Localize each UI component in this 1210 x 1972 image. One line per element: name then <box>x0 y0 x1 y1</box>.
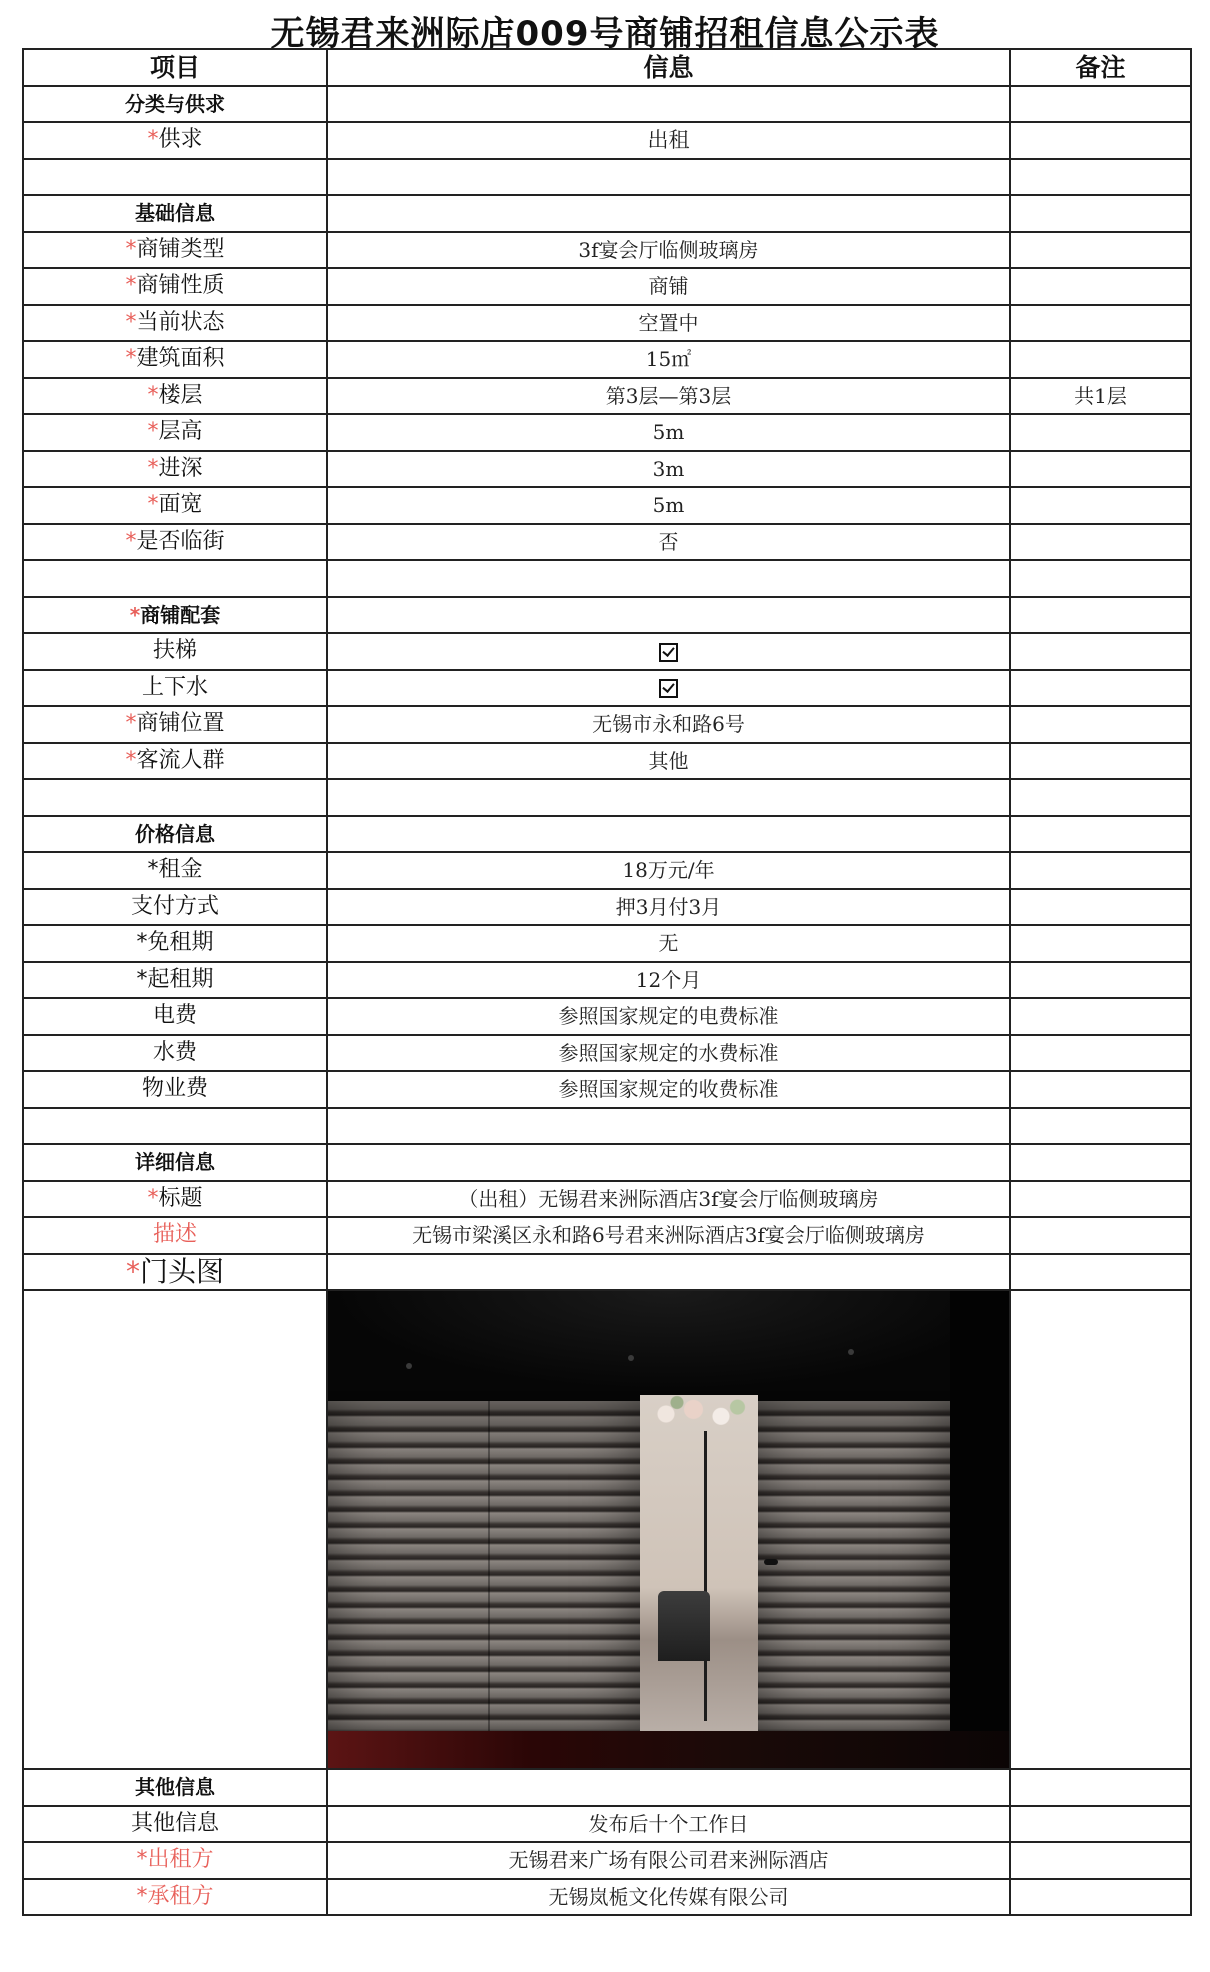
table-row <box>23 341 1191 378</box>
row-label-cell <box>23 378 327 415</box>
row-info-cell <box>327 1879 1010 1916</box>
row-note-cell <box>1010 232 1191 269</box>
row-info: 15㎡ <box>645 347 692 372</box>
required-star: * <box>147 382 159 408</box>
table-row <box>23 633 1191 670</box>
row-info-cell <box>327 1217 1010 1254</box>
row-note-cell <box>1010 670 1191 707</box>
table-row <box>23 1290 1191 1769</box>
required-star: * <box>147 857 159 883</box>
header-info: 信息 <box>327 49 1010 86</box>
row-label: 上下水 <box>141 674 208 700</box>
row-label-cell <box>23 962 327 999</box>
row-info-cell <box>327 670 1010 707</box>
row-info: 商铺 <box>648 274 689 299</box>
row-label: 是否临街 <box>136 528 225 554</box>
row-label: 水费 <box>152 1039 197 1065</box>
table-row <box>23 816 1191 853</box>
row-label: 当前状态 <box>136 309 225 335</box>
row-label-cell <box>23 1806 327 1843</box>
row-label-cell <box>23 1290 327 1769</box>
required-star: * <box>147 127 159 153</box>
row-note-cell <box>1010 816 1191 853</box>
row-label-cell <box>23 925 327 962</box>
table-row <box>23 487 1191 524</box>
row-info-cell <box>327 1108 1010 1145</box>
row-note-cell <box>1010 1254 1191 1291</box>
row-label-cell <box>23 706 327 743</box>
table-row <box>23 232 1191 269</box>
row-info-cell <box>327 232 1010 269</box>
row-info-cell <box>327 560 1010 597</box>
row-info: 出租 <box>647 127 690 152</box>
row-note-cell <box>1010 1290 1191 1769</box>
row-info: 第3层—第3层 <box>605 383 732 408</box>
table-row <box>23 414 1191 451</box>
row-note-cell <box>1010 1217 1191 1254</box>
table-row <box>23 1035 1191 1072</box>
row-note: 共1层 <box>1074 383 1127 408</box>
row-info: 空置中 <box>638 310 699 335</box>
row-label-cell <box>23 122 327 159</box>
row-note-cell <box>1010 560 1191 597</box>
row-note-cell <box>1010 268 1191 305</box>
glass-blinds-left <box>328 1401 640 1745</box>
photo-ceiling <box>328 1291 1010 1391</box>
table-row <box>23 524 1191 561</box>
row-label-cell <box>23 1035 327 1072</box>
required-star: * <box>136 1883 148 1909</box>
row-info: 5m <box>652 493 685 518</box>
required-star: * <box>125 346 137 372</box>
row-label: 租金 <box>158 857 203 883</box>
row-info-cell <box>327 1806 1010 1843</box>
row-label: 其他信息 <box>135 1775 215 1800</box>
row-label-cell <box>23 779 327 816</box>
row-info-cell <box>327 122 1010 159</box>
dark-wall <box>950 1291 1010 1768</box>
ceiling-light <box>406 1363 412 1369</box>
row-info-cell <box>327 1181 1010 1218</box>
row-label: 层高 <box>158 419 203 445</box>
row-label-cell <box>23 1108 327 1145</box>
chair <box>658 1591 710 1661</box>
door-frame-pole <box>704 1431 707 1721</box>
row-label: 详细信息 <box>135 1150 215 1175</box>
table-row <box>23 451 1191 488</box>
photo-cell <box>327 1290 1010 1769</box>
row-info: 其他 <box>648 748 689 773</box>
storefront-photo <box>328 1291 1010 1768</box>
row-note-cell <box>1010 706 1191 743</box>
row-info-cell <box>327 779 1010 816</box>
row-info: 参照国家规定的水费标准 <box>558 1040 779 1065</box>
row-label: 支付方式 <box>130 893 219 919</box>
row-label-cell <box>23 1144 327 1181</box>
row-label: 扶梯 <box>152 638 197 664</box>
required-star: * <box>125 273 137 299</box>
row-label: 物业费 <box>141 1076 208 1102</box>
required-star: * <box>125 1254 140 1288</box>
table-row <box>23 159 1191 196</box>
table-row <box>23 1254 1191 1291</box>
table-row <box>23 1071 1191 1108</box>
row-note-cell <box>1010 451 1191 488</box>
row-note-cell <box>1010 1806 1191 1843</box>
table-row <box>23 378 1191 415</box>
table-header-row <box>23 49 1191 86</box>
row-info-cell <box>327 597 1010 634</box>
row-info-cell <box>327 1842 1010 1879</box>
row-note-cell <box>1010 195 1191 232</box>
row-info-cell <box>327 852 1010 889</box>
row-label: 门头图 <box>139 1254 224 1288</box>
row-info-cell <box>327 414 1010 451</box>
row-label: 标题 <box>158 1185 203 1211</box>
row-info-cell <box>327 925 1010 962</box>
row-label: 楼层 <box>158 382 203 408</box>
row-label-cell <box>23 86 327 123</box>
row-note-cell <box>1010 159 1191 196</box>
table-row <box>23 998 1191 1035</box>
row-info: 5m <box>652 420 685 445</box>
row-label-cell <box>23 451 327 488</box>
listing-table <box>22 48 1192 1916</box>
row-label-cell <box>23 232 327 269</box>
row-note-cell <box>1010 487 1191 524</box>
row-label-cell <box>23 852 327 889</box>
checked-box-icon <box>659 643 678 662</box>
row-label-cell <box>23 670 327 707</box>
row-info: 18万元/年 <box>622 858 715 883</box>
row-info-cell <box>327 524 1010 561</box>
row-info-cell <box>327 195 1010 232</box>
row-info: 参照国家规定的电费标准 <box>558 1004 779 1029</box>
row-label-cell <box>23 1842 327 1879</box>
row-info-cell <box>327 889 1010 926</box>
glass-blinds-right <box>758 1401 950 1745</box>
table-row <box>23 597 1191 634</box>
row-note-cell <box>1010 1769 1191 1806</box>
row-label-cell <box>23 341 327 378</box>
row-label: 建筑面积 <box>136 346 225 372</box>
table-row <box>23 706 1191 743</box>
row-label-cell <box>23 889 327 926</box>
row-label: 商铺配套 <box>140 602 221 627</box>
required-star: * <box>147 492 159 518</box>
table-row <box>23 560 1191 597</box>
row-info-cell <box>327 743 1010 780</box>
required-star: * <box>125 528 137 554</box>
row-info: 押3月付3月 <box>615 894 722 919</box>
row-info-cell <box>327 487 1010 524</box>
row-info: 无锡君来广场有限公司君来洲际酒店 <box>508 1848 829 1873</box>
row-info-cell <box>327 86 1010 123</box>
row-info: 否 <box>658 529 679 554</box>
open-doorway <box>640 1395 758 1745</box>
row-label-cell <box>23 268 327 305</box>
flower-decoration <box>644 1391 754 1437</box>
door-handle <box>764 1559 778 1565</box>
row-note-cell <box>1010 86 1191 123</box>
checked-box-icon <box>659 679 678 698</box>
row-info-cell <box>327 1769 1010 1806</box>
row-label: 供求 <box>158 127 203 153</box>
row-info: 发布后十个工作日 <box>588 1811 749 1836</box>
row-label: 描述 <box>152 1222 197 1248</box>
row-label: 商铺性质 <box>136 273 225 299</box>
row-label-cell <box>23 195 327 232</box>
table-row <box>23 1806 1191 1843</box>
listing-table-body <box>23 49 1191 1915</box>
row-note-cell <box>1010 122 1191 159</box>
table-row <box>23 86 1191 123</box>
table-row <box>23 1144 1191 1181</box>
required-star: * <box>129 602 141 627</box>
row-info: 3f宴会厅临侧玻璃房 <box>578 237 759 262</box>
row-note-cell <box>1010 1181 1191 1218</box>
row-note-cell <box>1010 743 1191 780</box>
row-note-cell <box>1010 597 1191 634</box>
ceiling-light <box>628 1355 634 1361</box>
ceiling-light <box>848 1349 854 1355</box>
required-star: * <box>147 455 159 481</box>
row-note-cell <box>1010 779 1191 816</box>
row-info-cell <box>327 1254 1010 1291</box>
row-info: 无 <box>658 931 679 956</box>
table-row <box>23 1217 1191 1254</box>
row-note-cell <box>1010 852 1191 889</box>
row-label-cell <box>23 1769 327 1806</box>
row-label-cell <box>23 487 327 524</box>
row-note-cell <box>1010 305 1191 342</box>
required-star: * <box>136 930 148 956</box>
row-info-cell <box>327 305 1010 342</box>
row-info-cell <box>327 159 1010 196</box>
row-label: 其他信息 <box>130 1810 219 1836</box>
row-label: 进深 <box>158 455 203 481</box>
row-label-cell <box>23 743 327 780</box>
row-info-cell <box>327 706 1010 743</box>
page-title: 无锡君来洲际店009号商铺招租信息公示表 <box>270 14 940 54</box>
row-note-cell <box>1010 925 1191 962</box>
row-info-cell <box>327 962 1010 999</box>
table-row <box>23 1108 1191 1145</box>
row-label-cell <box>23 998 327 1035</box>
row-info: 无锡市梁溪区永和路6号君来洲际酒店3f宴会厅临侧玻璃房 <box>412 1223 925 1248</box>
header-note: 备注 <box>1010 49 1191 86</box>
row-label: 起租期 <box>147 966 214 992</box>
table-row <box>23 1769 1191 1806</box>
required-star: * <box>136 966 148 992</box>
row-note-cell <box>1010 1071 1191 1108</box>
required-star: * <box>125 747 137 773</box>
row-note-cell <box>1010 524 1191 561</box>
row-label-cell <box>23 816 327 853</box>
row-info-cell <box>327 451 1010 488</box>
row-note-cell <box>1010 414 1191 451</box>
row-note-cell <box>1010 889 1191 926</box>
row-note-cell <box>1010 341 1191 378</box>
row-info-cell <box>327 1071 1010 1108</box>
table-row <box>23 889 1191 926</box>
table-row <box>23 305 1191 342</box>
table-row <box>23 268 1191 305</box>
row-info-cell <box>327 816 1010 853</box>
row-info-cell <box>327 1144 1010 1181</box>
row-note-cell <box>1010 378 1191 415</box>
table-row <box>23 122 1191 159</box>
row-info: 12个月 <box>635 967 702 992</box>
row-label: 基础信息 <box>135 201 215 226</box>
row-label: 承租方 <box>147 1883 214 1909</box>
required-star: * <box>147 419 159 445</box>
required-star: * <box>125 309 137 335</box>
row-info: 3m <box>652 456 685 481</box>
red-carpet-floor <box>328 1731 1010 1768</box>
row-label: 客流人群 <box>136 747 225 773</box>
row-label: 电费 <box>152 1003 197 1029</box>
row-info: 参照国家规定的收费标准 <box>558 1077 779 1102</box>
row-label-cell <box>23 1254 327 1291</box>
row-info: （出租）无锡君来洲际酒店3f宴会厅临侧玻璃房 <box>458 1186 879 1211</box>
table-row <box>23 670 1191 707</box>
row-label: 分类与供求 <box>125 91 225 116</box>
row-note-cell <box>1010 1144 1191 1181</box>
table-row <box>23 962 1191 999</box>
row-note-cell <box>1010 1879 1191 1916</box>
row-label-cell <box>23 597 327 634</box>
row-note-cell <box>1010 1842 1191 1879</box>
row-info-cell <box>327 1035 1010 1072</box>
row-label-cell <box>23 1071 327 1108</box>
required-star: * <box>147 1185 159 1211</box>
table-row <box>23 852 1191 889</box>
row-label: 免租期 <box>147 930 214 956</box>
row-label-cell <box>23 1879 327 1916</box>
table-row <box>23 779 1191 816</box>
row-label: 商铺类型 <box>136 236 225 262</box>
row-label-cell <box>23 1217 327 1254</box>
row-label: 面宽 <box>158 492 203 518</box>
table-row <box>23 1879 1191 1916</box>
row-note-cell <box>1010 962 1191 999</box>
row-label-cell <box>23 560 327 597</box>
table-row <box>23 925 1191 962</box>
row-label-cell <box>23 524 327 561</box>
row-info: 无锡市永和路6号 <box>592 712 745 737</box>
row-label-cell <box>23 159 327 196</box>
row-note-cell <box>1010 1035 1191 1072</box>
table-row <box>23 1181 1191 1218</box>
row-note-cell <box>1010 998 1191 1035</box>
header-item: 项目 <box>23 49 327 86</box>
table-row <box>23 743 1191 780</box>
row-label-cell <box>23 1181 327 1218</box>
row-info-cell <box>327 341 1010 378</box>
row-label: 出租方 <box>147 1847 214 1873</box>
row-label-cell <box>23 633 327 670</box>
row-label-cell <box>23 414 327 451</box>
row-label: 商铺位置 <box>136 711 225 737</box>
row-info-cell <box>327 998 1010 1035</box>
row-info-cell <box>327 633 1010 670</box>
table-row <box>23 1842 1191 1879</box>
row-label-cell <box>23 305 327 342</box>
blind-seam <box>488 1401 490 1745</box>
table-row <box>23 195 1191 232</box>
required-star: * <box>125 236 137 262</box>
required-star: * <box>136 1847 148 1873</box>
row-info-cell <box>327 268 1010 305</box>
required-star: * <box>125 711 137 737</box>
row-info: 无锡岚栀文化传媒有限公司 <box>548 1884 789 1909</box>
row-info-cell <box>327 378 1010 415</box>
row-label: 价格信息 <box>135 821 215 846</box>
row-note-cell <box>1010 633 1191 670</box>
row-note-cell <box>1010 1108 1191 1145</box>
